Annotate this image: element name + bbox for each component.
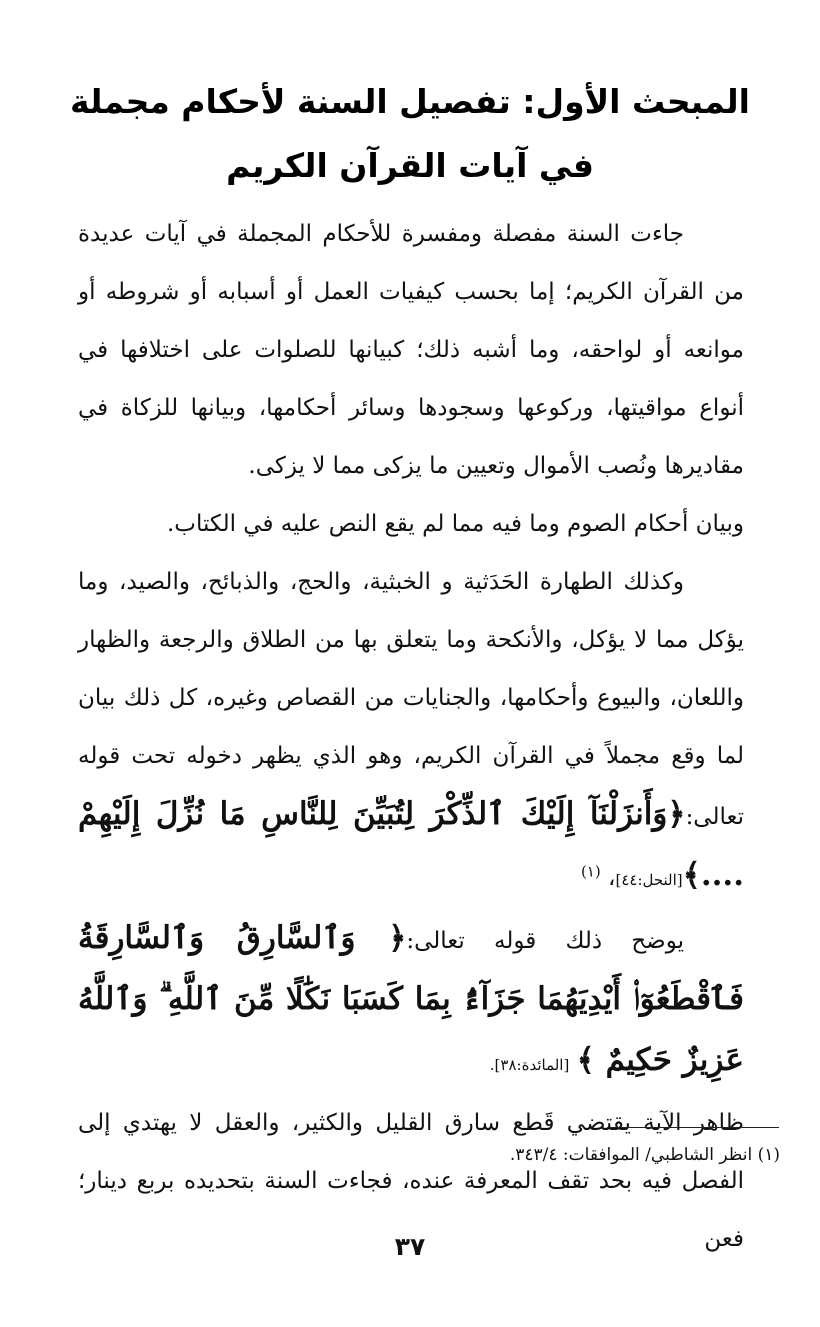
footnote-separator [607, 1127, 779, 1128]
section-title: المبحث الأول: تفصيل السنة لأحكام مجملة في آيات القرآن الكريم [70, 82, 750, 185]
paragraph-theft-verse [78, 909, 744, 1094]
footnote: (١) انظر الشاطبي/ الموافقات: ٣٤٣/٤. [509, 1145, 780, 1165]
paragraph-fasting: وبيان أحكام الصوم وما فيه مما لم يقع النص عليه في الكتاب. [166, 511, 744, 537]
footnote-marker: (١) [580, 862, 601, 881]
paragraph-rulings: وكذلك الطهارة الحَدَثية و الخبثية، والحج، والذبائح، والصيد، وما يؤكل مما لا يؤكل، والأنكحة وما يتعلق بها من الطلاق والرجعة والظهار واللعان، والبيوع وأحكامها، والجنايات من القصاص وغيره، كل ذلك بيان لما وقع مجملاً في القرآن الكريم، وهو الذي يظهر دخوله تحت قوله تعالى:﴿وَأَنزَلْنَآ إِلَيْكَ ٱلذِّكْرَ لِتُبَيِّنَ لِلنَّاسِ مَا نُزِّلَ إِلَيْهِمْ ....﴾[النحل:٤٤]، $^{(١)}$ [78, 569, 744, 893]
paragraph-theft-intro: يوضح ذلك قوله تعالى: [406, 928, 684, 954]
verse-reference-maidah: [المائدة:٣٨]. [489, 1056, 570, 1074]
paragraph-rulings-text: وكذلك الطهارة الحَدَثية و الخبثية، والحج، والذبائح، والصيد، وما يؤكل مما لا يؤكل، والأنكحة وما يتعلق بها من الطلاق والرجعة والظهار واللعان، والبيوع وأحكامها، والجنايات من القصاص وغيره، كل ذلك بيان لما وقع مجملاً في القرآن الكريم، وهو الذي يظهر دخوله تحت قوله تعالى: [78, 569, 744, 830]
verse-reference-nahl: [النحل:٤٤] [615, 871, 683, 889]
quran-verse-nahl: ﴿وَأَنزَلْنَآ إِلَيْكَ ٱلذِّكْرَ لِتُبَيِّنَ لِلنَّاسِ مَا نُزِّلَ إِلَيْهِمْ ....﴾ [78, 796, 744, 893]
page-number: ٣٧ [394, 1232, 426, 1261]
quran-verse-maidah: ﴿ وَٱلسَّارِقُ وَٱلسَّارِقَةُ فَٱقْطَعُوٓا۟ أَيْدِيَهُمَا جَزَآءًۢ بِمَا كَسَبَا نَكَٰلًا مِّنَ ٱللَّهِ ۗ وَٱللَّهُ عَزِيزٌ حَكِيمٌ ﴾ [78, 920, 744, 1078]
body-text [78, 205, 744, 1268]
paragraph-theft-explanation: ظاهر الآية يقتضي قَطع سارق القليل والكثير، والعقل لا يهتدي إلى الفصل فيه بحد تقف المعرفة عنده، فجاءت السنة بتحديده بربع دينار؛ فعن [78, 1110, 744, 1252]
paragraph-sunnah-details: جاءت السنة مفصلة ومفسرة للأحكام المجملة في آيات عديدة من القرآن الكريم؛ إما بحسب كيفيات العمل أو أسبابه أو شروطه أو موانعه أو لواحقه، وما أشبه ذلك؛ كبيانها للصلوات على اختلافها في أنواع مواقيتها، وركوعها وسجودها وسائر أحكامها، وبيانها للزكاة في مقاديرها ونُصب الأموال وتعيين ما يزكى مما لا يزكى. [78, 221, 744, 479]
